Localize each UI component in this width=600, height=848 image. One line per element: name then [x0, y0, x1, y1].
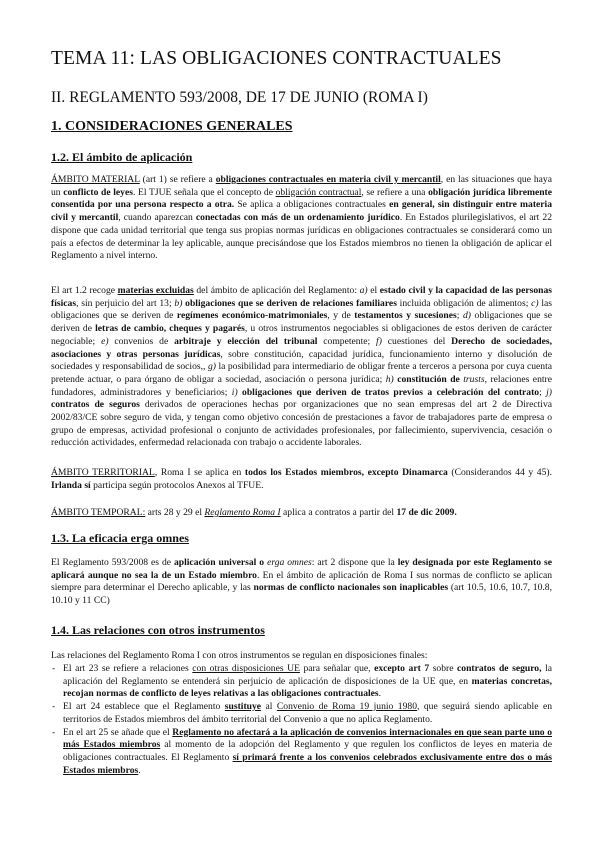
paragraph-relaciones-intro: Las relaciones del Reglamento Roma I con otros instrumentos se regulan en disposiciones finales: — [51, 650, 428, 661]
paragraph-materias-excluidas: El art 1.2 recoge materias excluidas del ámbito de aplicación del Reglamento: a) el estado civil y la capacidad de las personas físicas, sin perjuicio del art 13; b) obligaciones que se deriven de relaciones familiares incluida obligación de alimentos; c) las obligaciones que se deriven de regímenes económico-matrimoniales, y de testamentos y sucesiones; d) obligaciones que se deriven de letras de cambio, cheques y pagarés, u otros instrumentos negociables si obligaciones de estos deriven de carácter negociable; e) convenios de arbitraje y elección del tribunal competente; f) cuestiones del Derecho de sociedades, asociaciones y otras personas jurídicas, sobre constitución, capacidad jurídica, funcionamiento interno y disolución de sociedades y responsabilidad de socios,, g) la posibilidad para intermediario de obligar frente a terceros a persona por cuya cuenta pretende actuar, o para órgano de obligar a sociedad, asociación o persona jurídica; h) constitución de trusts, relaciones entre fundadores, administradores y beneficiarios; i) obligaciones que deriven de tratos previos a celebración del contrato; j) contratos de seguros derivados de operaciones hechas por organizaciones que no sean empresas del art 2 de Directiva 2002/83/CE sobre seguro de vida, y tengan como objetivo concesión de prestaciones a favor de trabajadores parte de empresa o grupo de empresas, actividad profesional o conjunto de actividades profesionales, por fallecimiento, supervivencia, cesación o reducción actividades, enfermedad relacionada con trabajo o accidente laborales. — [51, 285, 553, 449]
paragraph-erga-omnes: El Reglamento 593/2008 es de aplicación universal o erga omnes: art 2 dispone que la ley designada por este Reglamento se aplicará aunque no sea la de un Estado miembro. En el ámbito de aplicación de Roma I sus normas de conflicto se aplican siempre para determinar el Derecho aplicable, y las normas de conflicto nacionales son inaplicables (art 10.5, 10.6, 10.7, 10.8, 10.10 y 11 CC) — [51, 557, 553, 607]
heading-relaciones-instrumentos: 1.4. Las relaciones con otros instrumentos — [51, 623, 265, 637]
document-title: TEMA 11: LAS OBLIGACIONES CONTRACTUALES — [51, 48, 502, 69]
label-ambito-material: ÁMBITO MATERIAL — [51, 174, 140, 185]
list-item: - El art 24 establece que el Reglamento sustituye al Convenio de Roma 19 junio 1980, que seguirá siendo aplicable en territorios de Estados miembros del ámbito territorial del Convenio a que no aplica Reglamento. — [51, 701, 552, 726]
paragraph-ambito-territorial: ÁMBITO TERRITORIAL, Roma I se aplica en todos los Estados miembros, excepto Dinamarca (Considerandos 44 y 45). Irlanda sí participa según protocolos Anexos al TFUE. — [51, 467, 552, 491]
paragraph-ambito-material: ÁMBITO MATERIAL (art 1) se refiere a obligaciones contractuales en materia civil y mercantil, en las situaciones que haya un conflicto de leyes. El TJUE señala que el concepto de obligación contractual, se refiere a una obligación jurídica libremente consentida por una persona respecto a otra. Se aplica a obligaciones contractuales en general, sin distinguir entre materia civil y mercantil, cuando aparezcan conectadas con más de un ordenamiento jurídico. En Estados plurilegislativos, el art 22 dispone que cada unidad territorial que tenga sus propias normas jurídicas en obligaciones contractuales se considerará como un país a efectos de determinar la ley aplicable, aunque precisándose que los Estados miembros no tienen la obligación de aplicar el Reglamento a nivel interno. — [51, 174, 552, 262]
list-item: - En el art 25 se añade que el Reglamento no afectará a la aplicación de convenios internacionales en que sean parte uno o más Estados miembros al momento de la adopción del Reglamento y que regulen los conflictos de leyes en materia de obligaciones contractuales. El Reglamento sí primará frente a los convenios celebrados exclusivamente entre dos o más Estados miembros. — [51, 727, 552, 778]
heading-eficacia-erga-omnes: 1.3. La eficacia erga omnes — [51, 531, 189, 545]
heading-ambito-aplicacion: 1.2. El ámbito de aplicación — [51, 150, 193, 164]
section-heading-consideraciones: 1. CONSIDERACIONES GENERALES — [51, 119, 293, 134]
document-subtitle: II. REGLAMENTO 593/2008, DE 17 DE JUNIO (ROMA I) — [51, 89, 428, 106]
relaciones-list — [51, 663, 552, 777]
paragraph-ambito-temporal: ÁMBITO TEMPORAL: arts 28 y 29 el Reglamento Roma I aplica a contratos a partir del 17 de dic 2009. — [51, 507, 457, 518]
list-item: - El art 23 se refiere a relaciones con otras disposiciones UE para señalar que, excepto art 7 sobre contratos de seguro, la aplicación del Reglamento se entenderá sin perjuicio de aplicación de disposiciones de la UE que, en materias concretas, recojan normas de conflicto de leyes relativas a las obligaciones contractuales. — [51, 663, 552, 701]
